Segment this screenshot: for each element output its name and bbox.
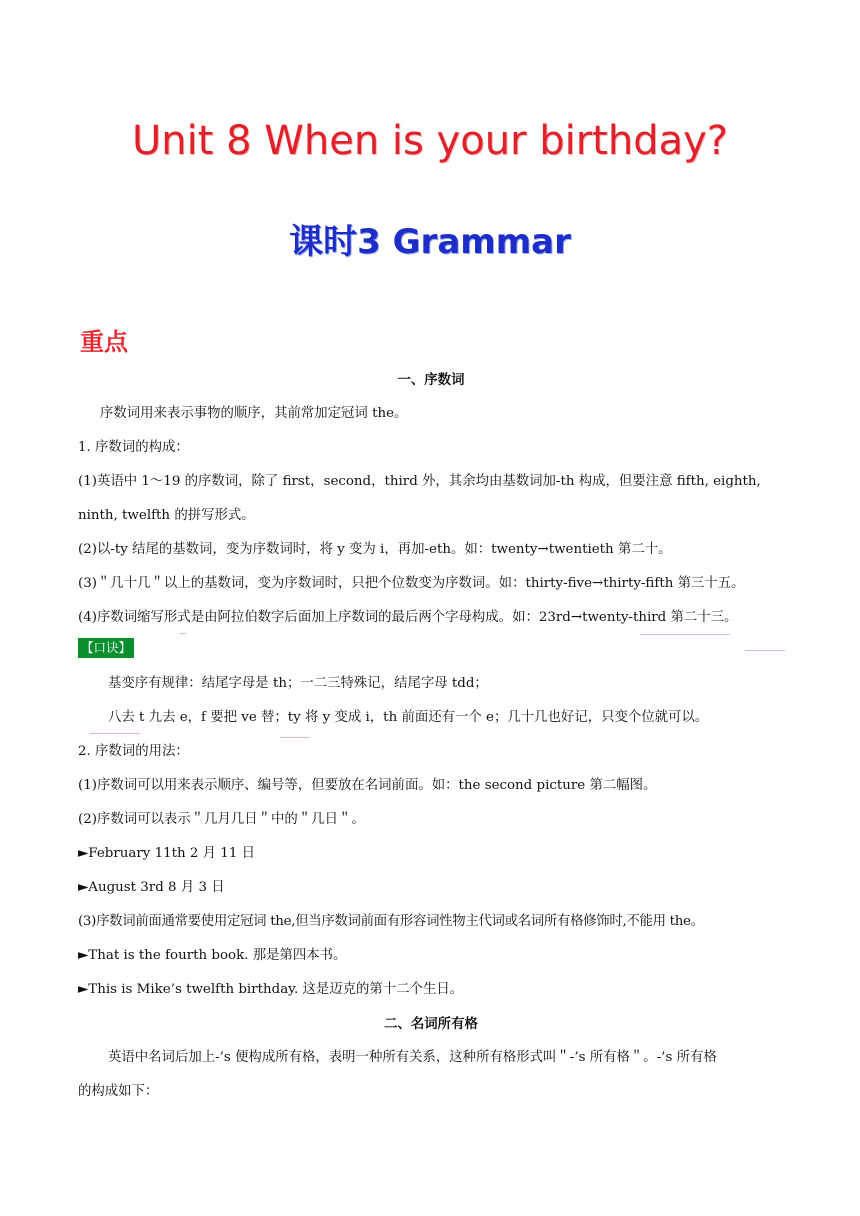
key-points-label: 重点	[80, 328, 128, 356]
ordinals-intro: 序数词用来表示事物的顺序，其前常加定冠词 the。	[100, 406, 408, 421]
formation-title: 1. 序数词的构成：	[78, 440, 189, 455]
rule-4: (4)序数词缩写形式是由阿拉伯数字后面加上序数词的最后两个字母构成。如：23rd→twenty-third 第二十三。	[78, 610, 738, 625]
rule-3: (3)＂几十几＂以上的基数词，变为序数词时，只把个位数变为序数词。如：thirty-five→thirty-fifth 第三十五。	[78, 576, 745, 591]
example-february: ►February 11th 2 月 11 日	[78, 846, 255, 861]
example-fourth-book: ►That is the fourth book. 那是第四本书。	[78, 948, 347, 963]
possessive-intro-line-1: 英语中名词后加上-’s 便构成所有格，表明一种所有关系，这种所有格形式叫＂-’s 所有格＂。-’s 所有格	[108, 1050, 717, 1065]
unit-title: Unit 8 When is your birthday?	[132, 118, 728, 164]
scan-speck	[280, 737, 310, 738]
usage-3: (3)序数词前面通常要使用定冠词 the,但当序数词前面有形容词性物主代词或名词所有格修饰时,不能用 the。	[78, 914, 704, 929]
scan-speck	[90, 733, 140, 734]
usage-1: (1)序数词可以用来表示顺序、编号等，但要放在名词前面。如：the second picture 第二幅图。	[78, 778, 657, 793]
possessive-intro-line-2: 的构成如下：	[78, 1084, 159, 1099]
rule-2: (2)以-ty 结尾的基数词，变为序数词时，将 y 变为 i，再加-eth。如：twenty→twentieth 第二十。	[78, 542, 672, 557]
mnemonic-line-1: 基变序有规律：结尾字母是 th；一二三特殊记，结尾字母 tdd；	[108, 676, 488, 691]
mnemonic-tag: 【口诀】	[78, 638, 134, 658]
rule-1-line-2: ninth, twelfth 的拼写形式。	[78, 508, 255, 523]
scan-speck	[180, 633, 186, 634]
example-twelfth-birthday: ►This is Mike’s twelfth birthday. 这是迈克的第十二个生日。	[78, 982, 464, 997]
scan-speck	[640, 634, 730, 635]
section-heading-possessive: 二、名词所有格	[384, 1016, 478, 1032]
mnemonic-line-2: 八去 t 九去 e，f 要把 ve 替；ty 将 y 变成 i，th 前面还有一个 e；几十几也好记，只变个位就可以。	[108, 710, 709, 725]
section-heading-ordinals: 一、序数词	[397, 372, 465, 388]
scan-speck	[745, 650, 785, 651]
example-august: ►August 3rd 8 月 3 日	[78, 880, 225, 895]
lesson-subtitle: 课时3 Grammar	[289, 222, 571, 262]
usage-title: 2. 序数词的用法：	[78, 744, 189, 759]
rule-1-line-1: (1)英语中 1～19 的序数词，除了 first，second，third 外，其余均由基数词加-th 构成，但要注意 fifth, eighth,	[78, 474, 761, 489]
usage-2: (2)序数词可以表示＂几月几日＂中的＂几日＂。	[78, 812, 365, 827]
